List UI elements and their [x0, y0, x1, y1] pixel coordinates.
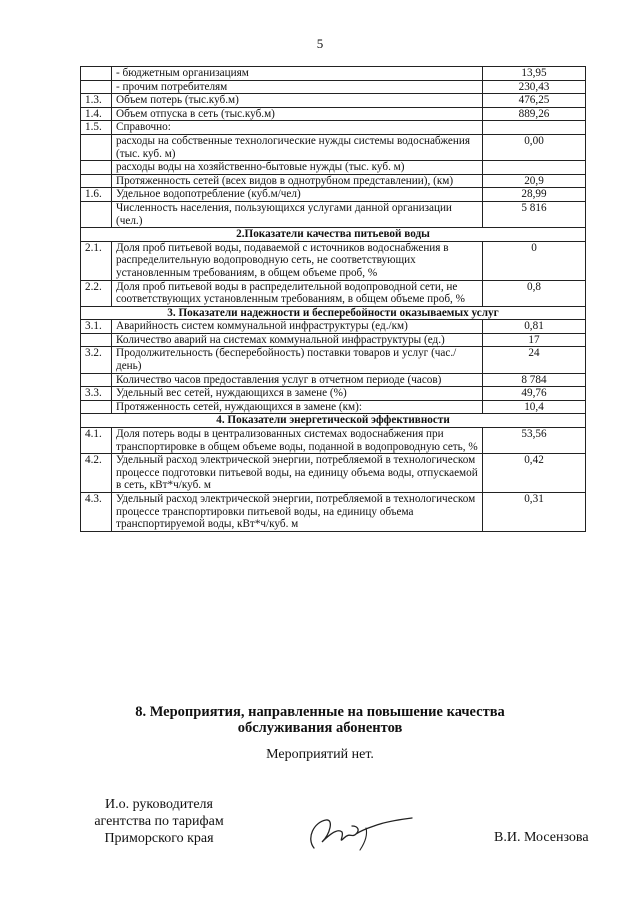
- row-number: [81, 67, 112, 81]
- row-number: 1.6.: [81, 188, 112, 202]
- row-number: 2.2.: [81, 280, 112, 306]
- indicator-name: Удельный расход электрической энергии, потребляемой в технологическом процессе транспортировки питьевой воды, на единицу объема транспортируемой воды, кВт*ч/куб. м: [112, 493, 483, 532]
- indicator-value: 0: [483, 241, 586, 280]
- section-header-row: [81, 306, 586, 320]
- indicator-name: Количество часов предоставления услуг в отчетном периоде (часов): [112, 373, 483, 387]
- table-row: [81, 333, 586, 347]
- indicator-name: Количество аварий на системах коммунальной инфраструктуры (ед.): [112, 333, 483, 347]
- indicator-name: Протяженность сетей, нуждающихся в замене (км):: [112, 400, 483, 414]
- section-header-row: [81, 414, 586, 428]
- indicator-name: - прочим потребителям: [112, 80, 483, 94]
- indicator-name: расходы на собственные технологические нужды системы водоснабжения (тыс. куб. м): [112, 134, 483, 160]
- indicator-name: Удельный вес сетей, нуждающихся в замене (%): [112, 387, 483, 401]
- indicator-value: 0,8: [483, 280, 586, 306]
- indicator-name: - бюджетным организациям: [112, 67, 483, 81]
- table-row: [81, 320, 586, 334]
- indicator-value: 0,00: [483, 134, 586, 160]
- indicator-value: 20,9: [483, 174, 586, 188]
- table-row: [81, 400, 586, 414]
- indicator-name: расходы воды на хозяйственно-бытовые нужды (тыс. куб. м): [112, 161, 483, 175]
- table-row: [81, 121, 586, 135]
- row-number: [81, 400, 112, 414]
- page-number: 5: [316, 36, 324, 51]
- table-row: [81, 241, 586, 280]
- row-number: [81, 80, 112, 94]
- indicator-value: 476,25: [483, 94, 586, 108]
- row-number: 3.3.: [81, 387, 112, 401]
- table-row: [81, 134, 586, 160]
- section-title: 2.Показатели качества питьевой воды: [81, 228, 586, 242]
- indicator-name: Численность населения, пользующихся услугами данной организации (чел.): [112, 201, 483, 227]
- indicator-value: 13,95: [483, 67, 586, 81]
- row-number: [81, 174, 112, 188]
- indicator-name: Протяженность сетей (всех видов в однотрубном представлении), (км): [112, 174, 483, 188]
- section-title: 4. Показатели энергетической эффективности: [81, 414, 586, 428]
- indicators-table-body: [81, 67, 586, 532]
- table-row: [81, 80, 586, 94]
- indicator-name: Продолжительность (бесперебойность) поставки товаров и услуг (час./день): [112, 347, 483, 373]
- indicator-value: 28,99: [483, 188, 586, 202]
- indicator-value: 0,81: [483, 320, 586, 334]
- indicator-value: [483, 161, 586, 175]
- row-number: [81, 201, 112, 227]
- indicator-name: Удельный расход электрической энергии, потребляемой в технологическом процессе подготовки питьевой воды, на единицу объема воды, отпускаемой в сеть, кВт*ч/куб. м: [112, 454, 483, 493]
- indicator-name: Удельное водопотребление (куб.м/чел): [112, 188, 483, 202]
- row-number: 4.1.: [81, 428, 112, 454]
- table-row: [81, 174, 586, 188]
- indicator-value: 230,43: [483, 80, 586, 94]
- indicator-value: 49,76: [483, 387, 586, 401]
- section-title: 3. Показатели надежности и бесперебойности оказываемых услуг: [81, 306, 586, 320]
- signer-title-line-3: Приморского края: [104, 831, 214, 846]
- indicator-value: 0,31: [483, 493, 586, 532]
- table-row: [81, 67, 586, 81]
- table-row: [81, 188, 586, 202]
- indicator-value: 0,42: [483, 454, 586, 493]
- table-row: [81, 428, 586, 454]
- indicator-name: Доля проб питьевой воды, подаваемой с источников водоснабжения в распределительную водопроводную сеть, не соответствующих установленным требованиям, в общем объеме проб, %: [112, 241, 483, 280]
- signer-name: В.И. Мосензова: [494, 830, 589, 845]
- handwritten-signature: [300, 808, 420, 859]
- table-row: [81, 454, 586, 493]
- row-number: 4.3.: [81, 493, 112, 532]
- row-number: 4.2.: [81, 454, 112, 493]
- signature-scribble: [300, 808, 420, 854]
- table-row: [81, 107, 586, 121]
- row-number: [81, 161, 112, 175]
- table-row: [81, 347, 586, 373]
- indicator-value: [483, 121, 586, 135]
- row-number: 3.1.: [81, 320, 112, 334]
- table-row: [81, 373, 586, 387]
- table-row: [81, 280, 586, 306]
- table-row: [81, 201, 586, 227]
- row-number: 1.5.: [81, 121, 112, 135]
- table-row: [81, 493, 586, 532]
- section-8-title-line-2: обслуживания абонентов: [237, 720, 403, 736]
- indicator-value: 5 816: [483, 201, 586, 227]
- signer-title: [84, 796, 234, 847]
- indicator-value: 10,4: [483, 400, 586, 414]
- row-number: 1.4.: [81, 107, 112, 121]
- indicator-name: Доля потерь воды в централизованных системах водоснабжения при транспортировке в общем объеме воды, поданной в водопроводную сеть, %: [112, 428, 483, 454]
- indicator-value: 24: [483, 347, 586, 373]
- indicator-name: Объем отпуска в сеть (тыс.куб.м): [112, 107, 483, 121]
- indicator-name: Объем потерь (тыс.куб.м): [112, 94, 483, 108]
- section-8-title-line-1: 8. Мероприятия, направленные на повышение качества: [135, 704, 505, 720]
- section-header-row: [81, 228, 586, 242]
- indicator-value: 889,26: [483, 107, 586, 121]
- table-row: [81, 387, 586, 401]
- section-8-note: Мероприятий нет.: [266, 747, 374, 762]
- row-number: [81, 333, 112, 347]
- row-number: [81, 134, 112, 160]
- indicator-value: 17: [483, 333, 586, 347]
- indicator-name: Справочно:: [112, 121, 483, 135]
- indicator-value: 8 784: [483, 373, 586, 387]
- row-number: 1.3.: [81, 94, 112, 108]
- row-number: 2.1.: [81, 241, 112, 280]
- table-row: [81, 161, 586, 175]
- section-8-heading: [0, 704, 640, 736]
- indicator-name: Аварийность систем коммунальной инфраструктуры (ед./км): [112, 320, 483, 334]
- indicator-name: Доля проб питьевой воды в распределительной водопроводной сети, не соответствующих установленным требованиям, в общем объеме проб, %: [112, 280, 483, 306]
- row-number: [81, 373, 112, 387]
- signer-title-line-2: агентства по тарифам: [94, 814, 224, 829]
- indicator-value: 53,56: [483, 428, 586, 454]
- table-row: [81, 94, 586, 108]
- row-number: 3.2.: [81, 347, 112, 373]
- indicators-table: [80, 66, 586, 532]
- signer-title-line-1: И.о. руководителя: [104, 797, 213, 812]
